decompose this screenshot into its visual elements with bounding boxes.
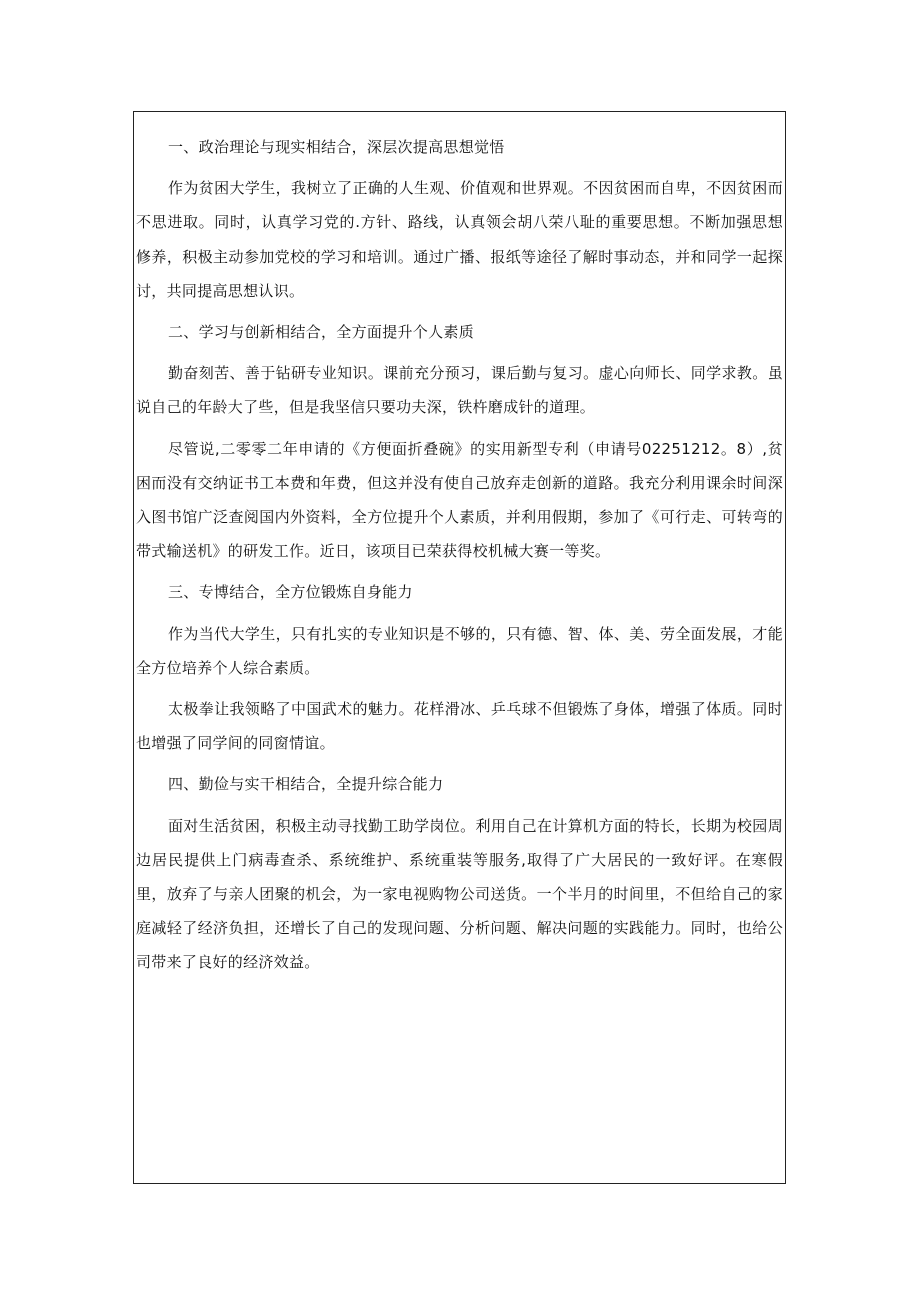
paragraph-4-1: 面对生活贫困，积极主动寻找勤工助学岗位。利用自己在计算机方面的特长，长期为校园周边居民提供上门病毒查杀、系统维护、系统重装等服务,取得了广大居民的一致好评。在寒假里，放弃了与亲人团聚的机会，为一家电视购物公司送货。一个半月的时间里，不但给自己的家庭减轻了经济负担，还增长了自己的发现问题、分析问题、解决问题的实践能力。同时，也给公司带来了良好的经济效益。 <box>136 816 783 972</box>
section-heading-1: 一、政治理论与现实相结合，深层次提高思想觉悟 <box>168 138 505 156</box>
section-heading-4: 四、勤俭与实干相结合，全提升综合能力 <box>168 775 444 794</box>
document-body <box>134 130 785 987</box>
paragraph-2-1: 勤奋刻苦、善于钻研专业知识。课前充分预习，课后勤与复习。虚心向师长、同学求教。虽说自己的年龄大了些，但是我坚信只要功夫深，铁杵磨成针的道理。 <box>136 364 783 417</box>
paragraph-2-2: 尽管说,二零零二年申请的《方便面折叠碗》的实用新型专利（申请号02251212。8）,贫困而没有交纳证书工本费和年费，但这并没有使自己放弃走创新的道路。我充分利用课余时间深入图书馆广泛查阅国内外资料，全方位提升个人素质，并利用假期，参加了《可行走、可转弯的带式输送机》的研发工作。近日，该项目已荣获得校机械大赛一等奖。 <box>136 439 783 561</box>
paragraph-3-1: 作为当代大学生，只有扎实的专业知识是不够的，只有德、智、体、美、劳全面发展，才能全方位培养个人综合素质。 <box>136 624 783 677</box>
paragraph-3-2: 太极拳让我领略了中国武术的魅力。花样滑冰、乒乓球不但锻炼了身体，增强了体质。同时也增强了同学间的同窗情谊。 <box>136 700 783 753</box>
paragraph-1-1: 作为贫困大学生，我树立了正确的人生观、价值观和世界观。不因贫困而自卑，不因贫困而不思进取。同时，认真学习党的.方针、路线，认真领会胡八荣八耻的重要思想。不断加强思想修养，积极主动参加党校的学习和培训。通过广播、报纸等途径了解时事动态，并和同学一起探讨，共同提高思想认识。 <box>136 179 783 300</box>
section-heading-3: 三、专博结合，全方位锻炼自身能力 <box>168 583 413 602</box>
section-heading-2: 二、学习与创新相结合，全方面提升个人素质 <box>168 323 475 342</box>
document-frame <box>133 111 786 1184</box>
